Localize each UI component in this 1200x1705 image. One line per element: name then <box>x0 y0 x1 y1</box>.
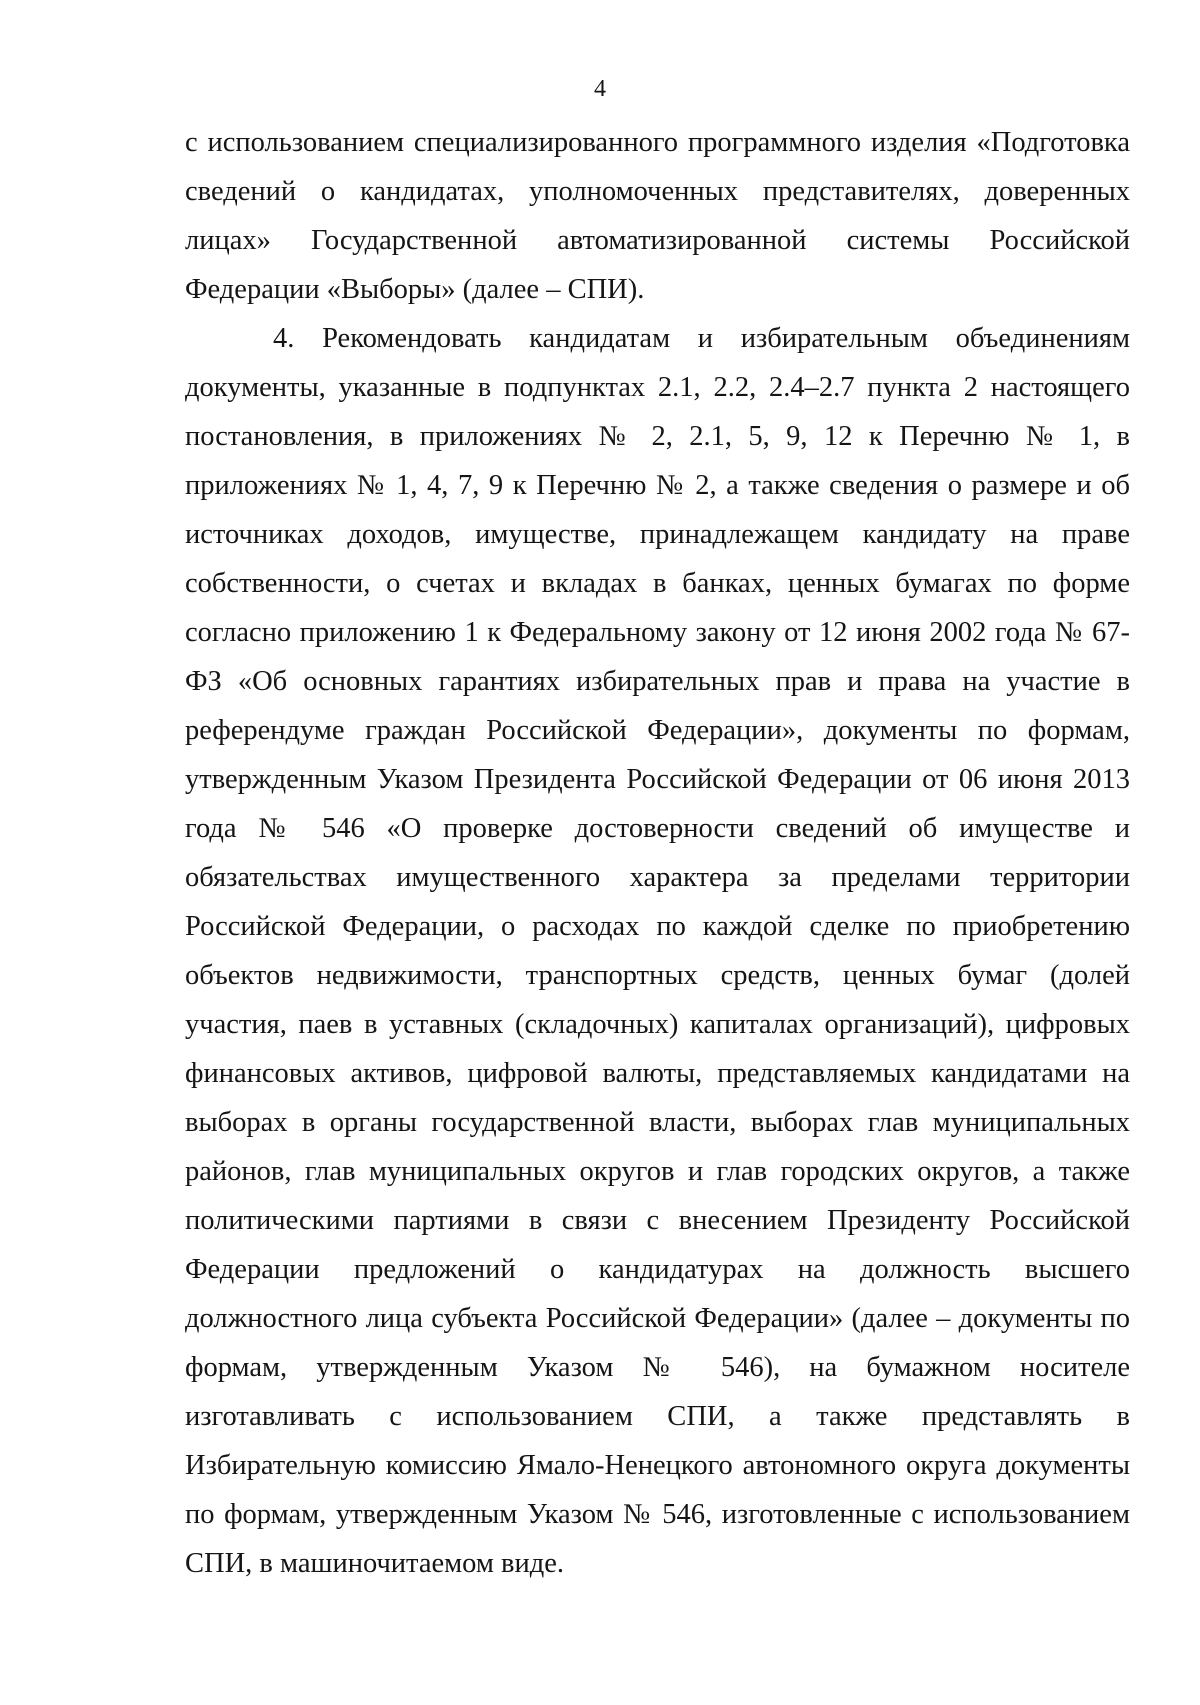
paragraph-continuation: с использованием специализированного программного изделия «Подготовка сведений о кандидатах, уполномоченных представителях, доверенных лицах» Государственной автоматизированной системы Российской Федерации «Выборы» (далее – СПИ). <box>185 127 1130 305</box>
paragraph-item-4: 4. Рекомендовать кандидатам и избирательным объединениям документы, указанные в подпунктах 2.1, 2.2, 2.4–2.7 пункта 2 настоящего постановления, в приложениях № 2, 2.1, 5, 9, 12 к Перечню № 1, в приложениях № 1, 4, 7, 9 к Перечню № 2, а также сведения о размере и об источниках доходов, имуществе, принадлежащем кандидату на праве собственности, о счетах и вкладах в банках, ценных бумагах по форме согласно приложению 1 к Федеральному закону от 12 июня 2002 года № 67-ФЗ «Об основных гарантиях избирательных прав и права на участие в референдуме граждан Российской Федерации», документы по формам, утвержденным Указом Президента Российской Федерации от 06 июня 2013 года № 546 «О проверке достоверности сведений об имуществе и обязательствах имущественного характера за пределами территории Российской Федерации, о расходах по каждой сделке по приобретению объектов недвижимости, транспортных средств, ценных бумаг (долей участия, паев в уставных (складочных) капиталах организаций), цифровых финансовых активов, цифровой валюты, представляемых кандидатами на выборах в органы государственной власти, выборах глав муниципальных районов, глав муниципальных округов и глав городских округов, а также политическими партиями в связи с внесением Президенту Российской Федерации предложений о кандидатурах на должность высшего должностного лица субъекта Российской Федерации» (далее – документы по формам, утвержденным Указом № 546), на бумажном носителе изготавливать с использованием СПИ, а также представлять в Избирательную комиссию Ямало-Ненецкого автономного округа документы по формам, утвержденным Указом № 546, изготовленные с использованием СПИ, в машиночитаемом виде. <box>185 323 1130 1579</box>
document-body <box>185 118 1130 1588</box>
page-number: 4 <box>594 76 606 102</box>
